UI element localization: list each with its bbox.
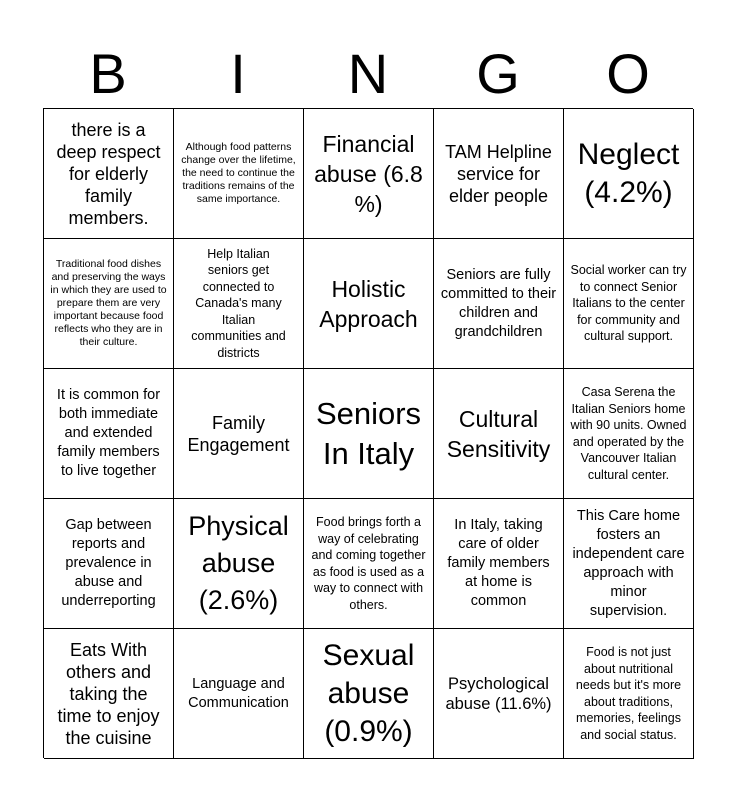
cell-text: Although food patterns change over the lifetime, the need to continue the traditions remains of the same importance. [181,141,296,205]
bingo-cell-r3c4[interactable] [434,369,564,499]
bingo-cell-r4c4[interactable] [434,499,564,629]
cell-text: In Italy, taking care of older family members at home is common [447,517,550,609]
bingo-cell-r2c4[interactable] [434,239,564,369]
cell-text: Physical abuse (2.6%) [188,511,289,615]
bingo-cell-r5c3[interactable] [304,629,434,759]
header-letter-b: B [89,42,127,105]
bingo-cell-r4c5[interactable] [564,499,694,629]
cell-text: Family Engagement [187,412,290,455]
cell-text: Cultural Sensitivity [446,405,551,462]
bingo-cell-r4c2[interactable] [174,499,304,629]
bingo-cell-r1c4[interactable] [434,109,564,239]
cell-text: Neglect (4.2%) [577,137,680,209]
header-letter-g: G [476,42,520,105]
bingo-cell-r1c2[interactable] [174,109,304,239]
bingo-cell-r1c1[interactable] [44,109,174,239]
cell-text: Help Italian seniors get connected to Canada's many Italian communities and districts [191,246,286,360]
cell-text: Seniors are fully committed to their children and grandchildren [440,266,557,340]
bingo-cell-r5c1[interactable] [44,629,174,759]
bingo-cell-r5c4[interactable] [434,629,564,759]
cell-text: Casa Serena the Italian Seniors home with 90 units. Owned and operated by the Vancouver Italian cultural center. [570,385,687,482]
cell-text: TAM Helpline service for elder people [445,141,552,206]
bingo-cell-r2c1[interactable] [44,239,174,369]
bingo-cell-r3c2[interactable] [174,369,304,499]
header-letter-n: N [347,42,389,105]
bingo-cell-r1c5[interactable] [564,109,694,239]
bingo-cell-r3c3[interactable] [304,369,434,499]
bingo-cell-r5c2[interactable] [174,629,304,759]
cell-text: Seniors In Italy [315,395,422,471]
bingo-cell-r3c1[interactable] [44,369,174,499]
bingo-header [43,40,693,108]
cell-text: Food brings forth a way of celebrating and coming together as food is used as a way to connect with others. [311,515,426,612]
cell-text: Traditional food dishes and preserving the ways in which they are used to prepare them are very important because food reflects who they are in their culture. [50,258,167,348]
bingo-cell-r5c5[interactable] [564,629,694,759]
cell-text: Social worker can try to connect Senior Italians to the center for community and cultural support. [570,263,687,344]
bingo-cell-r4c3[interactable] [304,499,434,629]
header-letter-i: I [230,42,246,105]
bingo-cell-r3c5[interactable] [564,369,694,499]
cell-text: there is a deep respect for elderly family members. [56,119,161,228]
bingo-cell-r2c2[interactable] [174,239,304,369]
bingo-board [43,108,693,758]
bingo-cell-r1c3[interactable] [304,109,434,239]
bingo-cell-r2c3[interactable] [304,239,434,369]
cell-text: Psychological abuse (11.6%) [445,674,552,713]
cell-text: Food is not just about nutritional needs but it's more about traditions, memories, feelings and social status. [575,645,682,742]
cell-text: Holistic Approach [319,275,418,332]
cell-text: This Care home fosters an independent care approach with minor supervision. [572,507,685,619]
cell-text: Eats With others and taking the time to enjoy the cuisine [57,639,160,748]
bingo-cell-r2c5[interactable] [564,239,694,369]
bingo-cell-r4c1[interactable] [44,499,174,629]
cell-text: Gap between reports and prevalence in abuse and underreporting [61,517,156,609]
cell-text: It is common for both immediate and extended family members to live together [56,387,161,479]
cell-text: Financial abuse (6.8 %) [314,130,423,217]
cell-text: Sexual abuse (0.9%) [322,638,415,748]
cell-text: Language and Communication [188,675,289,711]
header-letter-o: O [606,42,650,105]
